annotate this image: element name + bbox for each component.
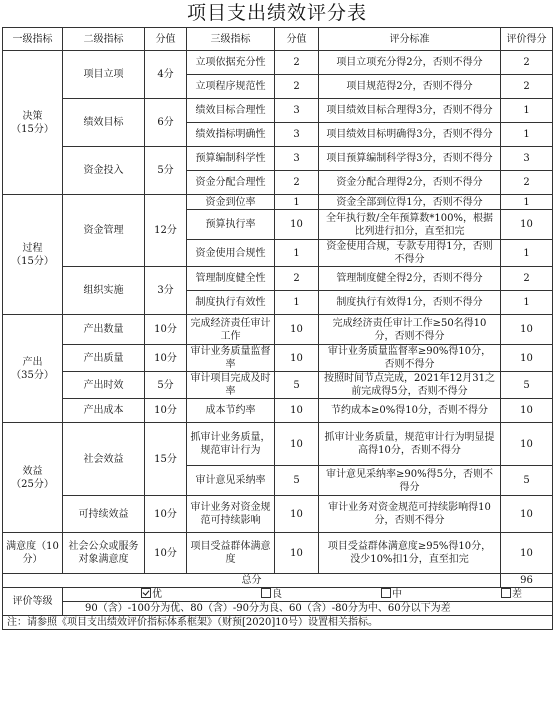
level3-indicator: 抓审计业务质量，规范审计行为 <box>187 423 275 466</box>
level1-indicator-name: 决策 <box>22 110 43 122</box>
level3-score: 10 <box>275 423 319 466</box>
level3-indicator: 绩效指标明确性 <box>187 123 275 147</box>
rating-option-1[interactable] <box>261 588 282 601</box>
level3-score: 10 <box>275 315 319 345</box>
evaluation-score: 10 <box>501 345 553 372</box>
rating-option-2[interactable] <box>381 588 402 601</box>
level3-indicator: 审计项目完成及时率 <box>187 372 275 399</box>
evaluation-score: 10 <box>501 399 553 423</box>
level2-indicator-name: 可持续效益 <box>63 496 145 533</box>
checkbox-icon[interactable] <box>261 588 271 598</box>
level1-indicator-cell <box>3 315 63 423</box>
evaluation-score: 10 <box>501 210 553 240</box>
level2-indicator-score: 10分 <box>145 533 187 574</box>
evaluation-score: 1 <box>501 291 553 315</box>
total-value: 96 <box>501 574 553 588</box>
level3-score: 10 <box>275 399 319 423</box>
table-row <box>3 496 553 533</box>
total-label: 总分 <box>3 574 501 588</box>
checked-checkbox-icon[interactable] <box>141 588 151 598</box>
level1-indicator-score: （15分） <box>11 123 54 135</box>
rating-ranges-row <box>3 602 553 616</box>
evaluation-score: 10 <box>501 315 553 345</box>
level1-indicator-cell <box>3 51 63 195</box>
evaluation-score: 10 <box>501 496 553 533</box>
level3-indicator: 资金到位率 <box>187 195 275 210</box>
header-cell: 分值 <box>275 28 319 51</box>
level3-indicator: 资金分配合理性 <box>187 171 275 195</box>
rating-option-3[interactable] <box>501 588 522 601</box>
scoring-criteria: 项目预算编制科学得3分，否则不得分 <box>319 147 501 171</box>
evaluation-score: 1 <box>501 195 553 210</box>
level3-indicator: 制度执行有效性 <box>187 291 275 315</box>
scoring-criteria: 资金全部到位得1分，否则不得分 <box>319 195 501 210</box>
scoring-criteria: 制度执行有效得1分，否则不得分 <box>319 291 501 315</box>
scoring-criteria: 项目绩效目标明确得3分，否则不得分 <box>319 123 501 147</box>
level2-indicator-score: 10分 <box>145 345 187 372</box>
checkbox-icon[interactable] <box>501 588 511 598</box>
level3-score: 3 <box>275 147 319 171</box>
level2-indicator-name: 产出数量 <box>63 315 145 345</box>
rating-options-row <box>3 588 553 602</box>
scoring-criteria: 项目立项充分得2分，否则不得分 <box>319 51 501 75</box>
level3-indicator: 预算编制科学性 <box>187 147 275 171</box>
scoring-criteria: 项目规范得2分，否则不得分 <box>319 75 501 99</box>
level3-score: 3 <box>275 99 319 123</box>
level3-score: 5 <box>275 466 319 496</box>
level2-indicator-score: 10分 <box>145 315 187 345</box>
table-row <box>3 399 553 423</box>
evaluation-table <box>2 27 553 630</box>
level1-indicator-name: 效益 <box>22 465 43 477</box>
level3-score: 10 <box>275 210 319 240</box>
evaluation-score: 2 <box>501 51 553 75</box>
level2-indicator-name: 资金管理 <box>63 195 145 267</box>
level2-indicator-name: 产出质量 <box>63 345 145 372</box>
evaluation-score: 2 <box>501 267 553 291</box>
header-cell: 评分标准 <box>319 28 501 51</box>
level2-indicator-score: 10分 <box>145 496 187 533</box>
level2-indicator-score: 3分 <box>145 267 187 315</box>
level1-indicator-score: （35分） <box>11 369 54 381</box>
level3-indicator: 立项依据充分性 <box>187 51 275 75</box>
level2-indicator-score: 5分 <box>145 372 187 399</box>
note-text: 注：请参照《项目支出绩效评价指标体系框架》（财预[2020]10号）设置相关指标。 <box>3 616 553 630</box>
total-row <box>3 574 553 588</box>
level3-score: 2 <box>275 171 319 195</box>
level3-indicator: 项目受益群体满意度 <box>187 533 275 574</box>
table-row <box>3 533 553 574</box>
rating-ranges: 90（含）-100分为优、80（含）-90分为良、60（含）-80分为中、60分以下为差 <box>63 602 553 616</box>
evaluation-score: 2 <box>501 75 553 99</box>
page-title: 项目支出绩效评分表 <box>186 2 367 24</box>
scoring-criteria: 按照时间节点完成，2021年12月31之前完成得5分，否则不得分 <box>319 372 501 399</box>
level3-score: 5 <box>275 372 319 399</box>
level3-score: 2 <box>275 51 319 75</box>
table-row <box>3 99 553 123</box>
scoring-criteria: 完成经济责任审计工作≥50名得10分，否则不得分 <box>319 315 501 345</box>
evaluation-score: 5 <box>501 372 553 399</box>
header-row <box>3 28 553 51</box>
level3-score: 2 <box>275 75 319 99</box>
level1-indicator-name: 满意度（10分） <box>6 541 59 565</box>
level3-score: 1 <box>275 240 319 267</box>
level3-indicator: 管理制度健全性 <box>187 267 275 291</box>
scoring-criteria: 资金使用合规，专款专用得1分，否则不得分 <box>319 240 501 267</box>
level2-indicator-score: 10分 <box>145 399 187 423</box>
rating-option-0[interactable] <box>141 588 162 601</box>
level2-indicator-score: 5分 <box>145 147 187 195</box>
level1-indicator-cell <box>3 195 63 315</box>
rating-option-label: 差 <box>512 589 522 600</box>
table-row <box>3 51 553 75</box>
level3-indicator: 审计业务对资金规范可持续影响 <box>187 496 275 533</box>
evaluation-score: 2 <box>501 171 553 195</box>
level2-indicator-score: 4分 <box>145 51 187 99</box>
level3-score: 3 <box>275 123 319 147</box>
level2-indicator-name: 社会效益 <box>63 423 145 496</box>
scoring-criteria: 审计业务对资金规范可持续影响得10分，否则不得分 <box>319 496 501 533</box>
level3-indicator: 审计意见采纳率 <box>187 466 275 496</box>
table-row <box>3 147 553 171</box>
level3-score: 2 <box>275 267 319 291</box>
level1-indicator-name: 产出 <box>22 356 43 368</box>
level3-indicator: 立项程序规范性 <box>187 75 275 99</box>
evaluation-score: 1 <box>501 240 553 267</box>
scoring-criteria: 全年执行数/全年预算数*100%，根据比列进行扣分，直至扣完 <box>319 210 501 240</box>
table-row <box>3 345 553 372</box>
level1-indicator-score: （25分） <box>11 478 54 490</box>
rating-label: 评价等级 <box>3 588 63 616</box>
level2-indicator-score: 12分 <box>145 195 187 267</box>
level1-indicator-cell <box>3 423 63 533</box>
level2-indicator-name: 社会公众或服务对象满意度 <box>63 533 145 574</box>
level1-indicator-cell <box>3 533 63 574</box>
rating-options <box>63 588 553 602</box>
level3-indicator: 资金使用合规性 <box>187 240 275 267</box>
evaluation-score: 10 <box>501 533 553 574</box>
level3-score: 10 <box>275 533 319 574</box>
note-row <box>3 616 553 630</box>
level2-indicator-name: 产出成本 <box>63 399 145 423</box>
level3-indicator: 预算执行率 <box>187 210 275 240</box>
scoring-criteria: 抓审计业务质量，规范审计行为明显提高得10分，否则不得分 <box>319 423 501 466</box>
table-row <box>3 315 553 345</box>
level2-indicator-name: 项目立项 <box>63 51 145 99</box>
level3-score: 10 <box>275 345 319 372</box>
checkbox-icon[interactable] <box>381 588 391 598</box>
table-row <box>3 423 553 466</box>
level3-indicator: 审计业务质量监督率 <box>187 345 275 372</box>
level2-indicator-score: 6分 <box>145 99 187 147</box>
evaluation-score: 3 <box>501 147 553 171</box>
scoring-criteria: 管理制度健全得2分，否则不得分 <box>319 267 501 291</box>
header-cell: 评价得分 <box>501 28 553 51</box>
rating-option-label: 优 <box>152 589 162 600</box>
table-row <box>3 372 553 399</box>
evaluation-score: 10 <box>501 423 553 466</box>
table-row <box>3 195 553 210</box>
level2-indicator-name: 产出时效 <box>63 372 145 399</box>
scoring-criteria: 项目绩效目标合理得3分，否则不得分 <box>319 99 501 123</box>
level3-indicator: 绩效目标合理性 <box>187 99 275 123</box>
level1-indicator-name: 过程 <box>22 242 43 254</box>
level2-indicator-score: 15分 <box>145 423 187 496</box>
scoring-criteria: 项目受益群体满意度≥95%得10分，没少10%扣1分，直至扣完 <box>319 533 501 574</box>
scoring-criteria: 审计业务质量监督率≥90%得10分，否则不得分 <box>319 345 501 372</box>
level1-indicator-score: （15分） <box>11 255 54 267</box>
scoring-criteria: 节约成本≥0%得10分，否则不得分 <box>319 399 501 423</box>
level3-indicator: 成本节约率 <box>187 399 275 423</box>
level2-indicator-name: 资金投入 <box>63 147 145 195</box>
evaluation-score: 1 <box>501 99 553 123</box>
level3-indicator: 完成经济责任审计工作 <box>187 315 275 345</box>
level3-score: 1 <box>275 291 319 315</box>
scoring-criteria: 审计意见采纳率≥90%得5分，否则不得分 <box>319 466 501 496</box>
evaluation-score: 5 <box>501 466 553 496</box>
level2-indicator-name: 绩效目标 <box>63 99 145 147</box>
header-cell: 一级指标 <box>3 28 63 51</box>
header-cell: 三级指标 <box>187 28 275 51</box>
level3-score: 10 <box>275 496 319 533</box>
scoring-criteria: 资金分配合理得2分，否则不得分 <box>319 171 501 195</box>
level3-score: 1 <box>275 195 319 210</box>
header-cell: 二级指标 <box>63 28 145 51</box>
evaluation-score: 1 <box>501 123 553 147</box>
level2-indicator-name: 组织实施 <box>63 267 145 315</box>
rating-option-label: 良 <box>272 589 282 600</box>
header-cell: 分值 <box>145 28 187 51</box>
rating-option-label: 中 <box>392 589 402 600</box>
table-row <box>3 267 553 291</box>
